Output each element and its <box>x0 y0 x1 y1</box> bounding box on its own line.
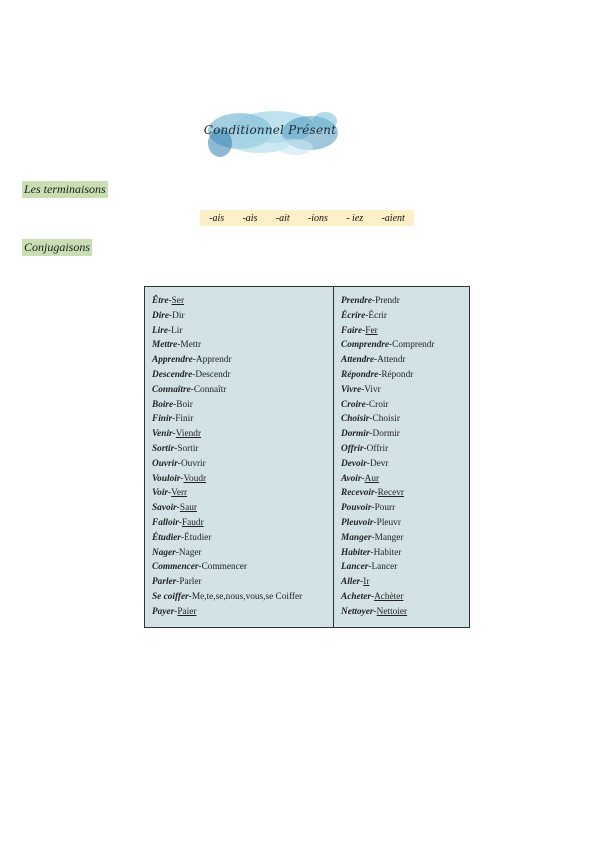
verb-infinitive: Voir <box>152 488 169 499</box>
verb-stem: Ouvrir <box>180 458 206 469</box>
verb-infinitive: Nettoyer <box>341 606 374 617</box>
separator: - <box>177 458 181 469</box>
verb-stem: Dir <box>172 310 185 321</box>
verb-stem: Écrir <box>368 310 387 321</box>
table-row <box>152 309 332 324</box>
verb-stem: Vivr <box>364 384 381 395</box>
separator: - <box>177 340 181 351</box>
table-row <box>341 531 465 546</box>
verb-stem: Comprendr <box>392 340 435 351</box>
separator: - <box>190 384 194 395</box>
table-row <box>341 353 465 368</box>
verb-stem: Fer <box>365 325 378 336</box>
verb-infinitive: Prendre <box>341 296 372 306</box>
ending-1: -ais <box>209 212 225 224</box>
table-column-right <box>341 294 465 620</box>
table-row <box>152 324 332 339</box>
ending-3: -ait <box>275 212 290 224</box>
table-row <box>152 486 332 501</box>
separator: - <box>369 414 373 425</box>
verb-infinitive: Parler <box>152 577 177 588</box>
verb-stem: Faudr <box>181 517 204 528</box>
verb-infinitive: Étudier <box>152 532 181 543</box>
verb-stem: Nettoier <box>376 606 408 617</box>
verb-infinitive: Savoir <box>152 503 177 514</box>
verb-stem: Descendr <box>195 369 231 380</box>
separator: - <box>192 369 196 380</box>
separator: - <box>176 577 180 588</box>
table-row <box>152 560 332 575</box>
ending-2: -ais <box>242 212 258 224</box>
table-row <box>152 546 332 561</box>
verb-infinitive: Comprendre <box>341 340 390 351</box>
verb-stem: Ir <box>363 577 370 588</box>
table-row <box>341 605 465 620</box>
separator: - <box>370 547 374 558</box>
table-row <box>341 457 465 472</box>
separator: - <box>168 325 172 336</box>
table-row <box>152 338 332 353</box>
separator: - <box>361 384 365 395</box>
verb-stem: Commencer <box>201 562 248 573</box>
verb-stem: Recevr <box>377 488 404 499</box>
verb-infinitive: Falloir <box>152 517 179 528</box>
verb-infinitive: Croire <box>341 399 366 410</box>
separator: - <box>374 355 378 366</box>
table-row <box>152 412 332 427</box>
separator: - <box>188 591 192 602</box>
verb-infinitive: Vouloir <box>152 473 181 484</box>
endings-heading: Les terminaisons <box>24 182 106 196</box>
separator: - <box>362 325 366 336</box>
separator: - <box>180 473 184 484</box>
table-row <box>341 546 465 561</box>
verb-infinitive: Recevoir <box>341 488 375 499</box>
table-row <box>152 353 332 368</box>
verb-stem: Lir <box>171 325 183 336</box>
verb-infinitive: Lire <box>152 325 169 336</box>
verb-infinitive: Mettre <box>152 340 178 351</box>
title-banner <box>200 103 340 163</box>
separator: - <box>174 443 178 454</box>
verb-stem: Voudr <box>183 473 207 484</box>
separator: - <box>373 606 377 617</box>
verb-stem: Ser <box>171 296 185 306</box>
verb-infinitive: Finir <box>152 414 173 425</box>
separator: - <box>374 488 378 499</box>
verb-infinitive: Attendre <box>341 355 375 366</box>
table-row <box>152 590 332 605</box>
verb-stem: Pourr <box>374 503 396 514</box>
verb-infinitive: Aller <box>341 577 361 588</box>
verb-infinitive: Boire <box>152 399 174 410</box>
separator: - <box>172 414 176 425</box>
table-row <box>341 590 465 605</box>
separator: - <box>370 591 375 602</box>
table-row <box>341 398 465 413</box>
verb-stem: Finir <box>175 414 194 425</box>
table-row <box>341 501 465 516</box>
separator: - <box>168 488 172 499</box>
verb-infinitive: Répondre <box>341 369 379 380</box>
table-row <box>152 457 332 472</box>
verb-stem: Étudier <box>184 532 212 543</box>
separator: - <box>172 429 176 440</box>
verb-stem: Mettr <box>180 340 202 351</box>
separator: - <box>168 296 172 306</box>
column-divider <box>333 287 334 627</box>
verb-stem: Manger <box>374 532 404 543</box>
table-row <box>341 368 465 383</box>
verb-infinitive: Lancer <box>341 562 369 573</box>
table-row <box>341 427 465 442</box>
table-row <box>152 501 332 516</box>
verb-infinitive: Habiter <box>341 547 371 558</box>
table-row <box>152 383 332 398</box>
verb-stem: Devr <box>369 458 389 469</box>
separator: - <box>389 340 393 351</box>
conjugations-heading: Conjugaisons <box>24 240 91 254</box>
table-row <box>152 516 332 531</box>
table-row <box>152 427 332 442</box>
table-row <box>341 516 465 531</box>
verb-infinitive: Vivre <box>341 384 362 395</box>
separator: - <box>180 532 185 543</box>
verb-infinitive: Nager <box>152 547 176 558</box>
table-row <box>341 309 465 324</box>
separator: - <box>178 517 182 528</box>
table-row <box>341 338 465 353</box>
table-row <box>152 531 332 546</box>
verb-infinitive: Manger <box>341 532 372 543</box>
separator: - <box>174 606 178 617</box>
verb-infinitive: Être <box>152 296 169 306</box>
verb-stem: Paier <box>177 606 197 617</box>
verb-stem: Habiter <box>373 547 402 558</box>
verb-infinitive: Descendre <box>152 369 193 380</box>
table-row <box>152 294 332 309</box>
table-row <box>152 605 332 620</box>
verb-infinitive: Pouvoir <box>341 503 372 514</box>
ending-5: - iez <box>346 212 364 224</box>
separator: - <box>365 399 369 410</box>
verb-stem: Pleuvr <box>376 517 401 528</box>
verb-infinitive: Faire <box>341 325 363 336</box>
ending-6: -aient <box>381 212 405 224</box>
verb-stem: Viendr <box>175 429 202 440</box>
separator: - <box>169 310 173 321</box>
separator: - <box>192 355 196 366</box>
verb-stem: Me,te,se,nous,vous,se Coiffer <box>191 591 303 602</box>
separator: - <box>365 310 369 321</box>
verb-stem: Saur <box>179 503 197 514</box>
table-row <box>341 294 465 309</box>
verb-stem: Croir <box>368 399 389 410</box>
verb-stem: Boir <box>176 399 193 410</box>
verb-infinitive: Apprendre <box>152 355 193 366</box>
verb-stem: Dormir <box>372 429 400 440</box>
verb-stem: Parler <box>179 577 202 588</box>
table-row <box>152 398 332 413</box>
verb-stem: Répondr <box>381 369 414 380</box>
verb-stem: Attendr <box>377 355 406 366</box>
verb-stem: Verr <box>171 488 188 499</box>
table-column-left <box>152 294 332 620</box>
table-row <box>152 442 332 457</box>
separator: - <box>361 473 365 484</box>
verb-infinitive: Commencer <box>152 562 199 573</box>
verb-infinitive: Acheter <box>341 591 371 602</box>
verb-infinitive: Ouvrir <box>152 458 178 469</box>
table-row <box>341 442 465 457</box>
table-row <box>341 575 465 590</box>
ending-4: -ions <box>307 212 328 224</box>
separator: - <box>372 296 376 306</box>
endings-strip <box>200 210 414 226</box>
verb-infinitive: Écrire <box>341 310 366 321</box>
verb-stem: Sortir <box>177 443 199 454</box>
separator: - <box>378 369 382 380</box>
table-row <box>341 486 465 501</box>
verb-infinitive: Sortir <box>152 443 175 454</box>
verb-stem: Connaîtr <box>193 384 227 395</box>
verb-stem: Lancer <box>371 562 398 573</box>
verb-infinitive: Dire <box>152 310 170 321</box>
table-row <box>341 472 465 487</box>
table-row <box>341 383 465 398</box>
verb-infinitive: Payer <box>152 606 175 617</box>
separator: - <box>363 443 367 454</box>
separator: - <box>176 503 180 514</box>
table-row <box>341 412 465 427</box>
verb-stem: Aur <box>364 473 380 484</box>
table-row <box>152 472 332 487</box>
table-row <box>341 324 465 339</box>
table-row <box>152 368 332 383</box>
verb-infinitive: Offrir <box>341 443 364 454</box>
verb-infinitive: Avoir <box>341 473 362 484</box>
verb-stem: Achèter <box>374 591 404 602</box>
separator: - <box>368 562 372 573</box>
separator: - <box>373 517 377 528</box>
separator: - <box>366 458 370 469</box>
separator: - <box>175 547 179 558</box>
page-title: Conditionnel Présent <box>203 123 337 137</box>
verb-stem: Offrir <box>366 443 389 454</box>
separator: - <box>371 532 375 543</box>
verb-infinitive: Choisir <box>341 414 370 425</box>
separator: - <box>360 577 364 588</box>
verb-stem: Prendr <box>375 296 400 306</box>
separator: - <box>198 562 202 573</box>
conjugation-table <box>144 286 470 628</box>
separator: - <box>173 399 177 410</box>
verb-infinitive: Dormir <box>341 429 370 440</box>
table-row <box>152 575 332 590</box>
verb-stem: Choisir <box>372 414 400 425</box>
verb-infinitive: Devoir <box>341 458 367 469</box>
verb-infinitive: Venir <box>152 429 173 440</box>
verb-stem: Nager <box>178 547 202 558</box>
verb-stem: Apprendr <box>195 355 232 366</box>
verb-infinitive: Pleuvoir <box>341 517 374 528</box>
verb-infinitive: Connaître <box>152 384 191 395</box>
verb-infinitive: Se coiffer <box>152 591 189 602</box>
separator: - <box>369 429 373 440</box>
separator: - <box>371 503 375 514</box>
table-row <box>341 560 465 575</box>
